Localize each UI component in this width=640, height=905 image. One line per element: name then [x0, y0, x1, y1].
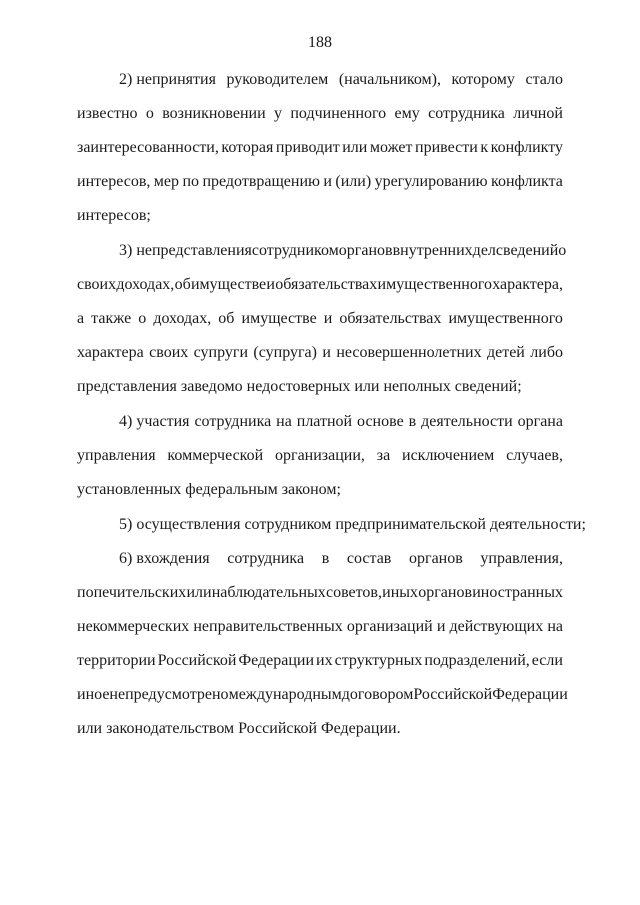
word: некоммерческих: [77, 618, 190, 635]
word: возникновении: [162, 105, 266, 122]
word: (супруга): [253, 344, 317, 361]
word: международным: [228, 686, 342, 703]
text-line: [77, 165, 563, 199]
word: детей: [486, 344, 525, 361]
word: 2) непринятия: [119, 71, 216, 88]
word: за: [376, 447, 391, 464]
word: органов: [338, 242, 393, 259]
word: исключением: [402, 447, 495, 464]
word: 4) участия: [119, 413, 190, 430]
word: управления,: [480, 550, 563, 567]
word: Российской: [157, 652, 237, 669]
word: а: [77, 310, 85, 327]
word: действующих: [449, 618, 544, 635]
word: личной: [513, 105, 563, 122]
text-line: [77, 234, 567, 268]
word: конфликта: [491, 173, 563, 190]
word: структурных: [334, 652, 423, 669]
text-line: [77, 405, 563, 439]
text-line: интересов;: [77, 207, 151, 224]
word: сотрудника: [428, 105, 505, 122]
paragraph-item-2: [77, 63, 563, 233]
word: имущественного: [377, 276, 492, 293]
word: и: [266, 276, 275, 293]
word: об: [174, 276, 191, 293]
word: доходах,: [116, 276, 175, 293]
word: к: [480, 139, 489, 156]
word: Федерации: [492, 686, 568, 703]
word: о: [138, 310, 147, 327]
word: руководителем: [226, 71, 329, 88]
word: не: [109, 686, 126, 703]
word: о: [145, 105, 154, 122]
text-line: установленных федеральным законом;: [77, 481, 341, 498]
word: иных: [382, 584, 419, 601]
word: имущественного: [448, 310, 563, 327]
word: привести: [415, 139, 478, 156]
word: либо: [530, 344, 563, 361]
word: может: [369, 139, 413, 156]
word: о: [558, 242, 567, 259]
word: своих: [77, 276, 117, 293]
text-line: [77, 268, 563, 302]
word: известно: [77, 105, 138, 122]
word: 3) непредставления: [119, 242, 252, 259]
word: если: [531, 652, 563, 669]
text-line: [77, 131, 563, 165]
word: сотрудника: [227, 550, 305, 567]
word: и: [323, 310, 333, 327]
word: на: [276, 413, 292, 430]
word: имуществе: [190, 276, 267, 293]
word: в: [321, 550, 330, 567]
word: на: [547, 618, 563, 635]
word: об: [218, 310, 235, 327]
word: иностранных: [472, 584, 563, 601]
word: несовершеннолетних: [336, 344, 482, 361]
word: мер: [153, 173, 180, 190]
word: платной: [296, 413, 353, 430]
word: подчиненного: [290, 105, 387, 122]
word: предусмотрено: [125, 686, 229, 703]
word: по: [182, 173, 200, 190]
word: которому: [451, 71, 515, 88]
word: неправительственных: [193, 618, 343, 635]
text-line: [77, 63, 563, 97]
text-line: [77, 302, 563, 336]
word: сотрудника: [194, 413, 272, 430]
word: у: [274, 105, 283, 122]
word: иное: [77, 686, 110, 703]
word: управления: [77, 447, 156, 464]
word: и: [323, 173, 332, 190]
word: органов: [418, 584, 472, 601]
word: территории: [77, 652, 156, 669]
word: организации,: [275, 447, 365, 464]
text-line: представления заведомо недостоверных или неполных сведений;: [77, 378, 522, 395]
paragraph-item-4: [77, 405, 563, 507]
word: и: [322, 344, 331, 361]
page-number: 188: [308, 34, 332, 51]
word: состав: [346, 550, 392, 567]
word: коммерческой: [167, 447, 264, 464]
word: предотвращению: [202, 173, 320, 190]
word: ему: [394, 105, 420, 122]
word: дел: [472, 242, 496, 259]
text-line: 5) осуществления сотрудником предпринимательской деятельности;: [119, 516, 586, 533]
paragraph-item-6: [77, 542, 568, 746]
word: своих: [149, 344, 189, 361]
word: интересов,: [77, 173, 151, 190]
word: характера: [77, 344, 144, 361]
word: в: [408, 413, 417, 430]
text-line: [77, 576, 563, 610]
word: советов,: [325, 584, 382, 601]
word: урегулированию: [374, 173, 488, 190]
word: основе: [357, 413, 404, 430]
word: или: [342, 139, 368, 156]
word: 6) вхождения: [119, 550, 210, 567]
text-line: [77, 439, 563, 473]
word: имуществе: [241, 310, 317, 327]
text-line: или законодательством Российской Федерации.: [77, 720, 401, 737]
word: и: [436, 618, 446, 635]
word: конфликту: [490, 139, 563, 156]
text-line: [77, 644, 563, 678]
word: или: [186, 584, 212, 601]
word: случаев,: [506, 447, 563, 464]
word: попечительских: [77, 584, 187, 601]
word: договором: [341, 686, 414, 703]
word: наблюдательных: [211, 584, 326, 601]
word: органа: [517, 413, 563, 430]
word: внутренних: [392, 242, 473, 259]
word: Федерации: [238, 652, 315, 669]
text-line: [77, 610, 563, 644]
word: супруги: [193, 344, 249, 361]
word: стало: [525, 71, 563, 88]
word: сотрудником: [251, 242, 339, 259]
word: органов: [409, 550, 463, 567]
word: подразделений,: [424, 652, 530, 669]
word: обязательствах: [339, 310, 442, 327]
word: которая: [221, 139, 274, 156]
word: Российской: [413, 686, 493, 703]
word: организаций: [346, 618, 433, 635]
text-line: [77, 97, 563, 131]
paragraph-item-3: [77, 234, 567, 404]
word: заинтересованности,: [77, 139, 219, 156]
word: также: [91, 310, 132, 327]
word: сведений: [495, 242, 559, 259]
word: (или): [335, 173, 372, 190]
word: их: [316, 652, 333, 669]
paragraph-item-5: [77, 508, 586, 542]
word: обязательствах: [275, 276, 378, 293]
text-line: [77, 336, 563, 370]
word: доходах,: [153, 310, 212, 327]
word: приводит: [275, 139, 340, 156]
text-line: [77, 542, 563, 576]
text-line: [77, 678, 568, 712]
word: (начальником),: [338, 71, 441, 88]
word: характера,: [492, 276, 563, 293]
word: деятельности: [421, 413, 513, 430]
